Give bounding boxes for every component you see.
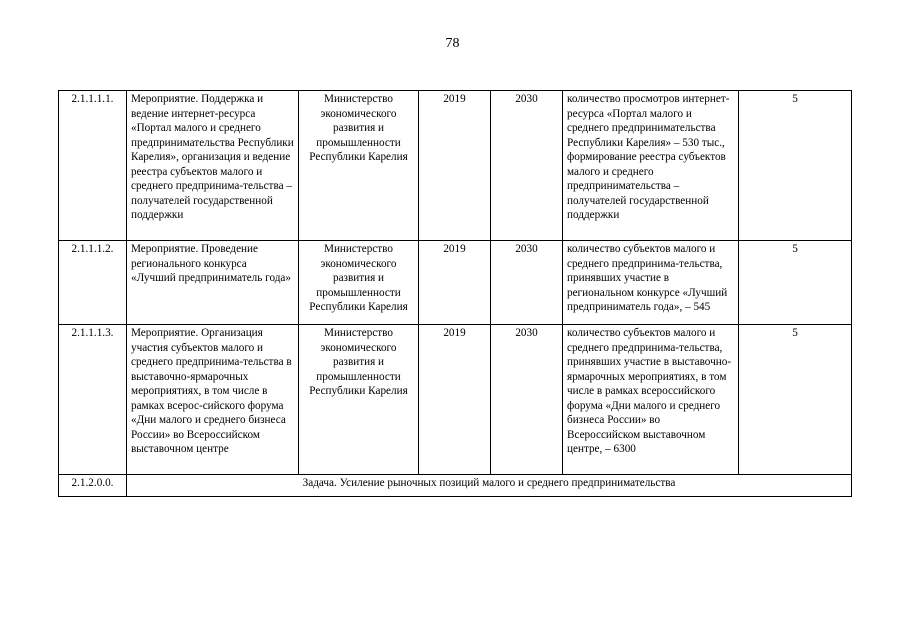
task-title: Задача. Усиление рыночных позиций малого и среднего предпринимательства — [127, 475, 852, 497]
responsible-executor: Министерство экономического развития и промышленности Республики Карелия — [299, 241, 419, 325]
program-activities-table — [58, 90, 852, 497]
end-year: 2030 — [491, 91, 563, 241]
target-link: 5 — [739, 241, 852, 325]
activity-description: Мероприятие. Поддержка и ведение интернет-ресурса «Портал малого и среднего предпринимательства Республики Карелия», организация и ведение реестра субъектов малого и среднего предпринима-тельства – получателей государственной поддержки — [127, 91, 299, 241]
row-code: 2.1.1.1.2. — [59, 241, 127, 325]
table-row — [59, 241, 852, 325]
page-number: 78 — [445, 36, 460, 51]
start-year: 2019 — [419, 91, 491, 241]
start-year: 2019 — [419, 325, 491, 475]
start-year: 2019 — [419, 241, 491, 325]
row-code: 2.1.1.1.3. — [59, 325, 127, 475]
task-code: 2.1.2.0.0. — [59, 475, 127, 497]
indicator-description: количество просмотров интернет-ресурса «Портал малого и среднего предпринимательства Республики Карелия» – 530 тыс., формирование реестра субъектов малого и среднего предпринимательства – получателей государственной поддержки — [563, 91, 739, 241]
table-row — [59, 91, 852, 241]
target-link: 5 — [739, 91, 852, 241]
indicator-description: количество субъектов малого и среднего предпринима-тельства, принявших участие в региональном конкурсе «Лучший предприниматель года», – 545 — [563, 241, 739, 325]
responsible-executor: Министерство экономического развития и промышленности Республики Карелия — [299, 91, 419, 241]
activity-description: Мероприятие. Организация участия субъектов малого и среднего предпринима-тельства в выставочно-ярмарочных мероприятиях, в том числе в рамках всерос-сийского форума «Дни малого и среднего бизнеса России» во Всероссийском выставочном центре — [127, 325, 299, 475]
activity-description: Мероприятие. Проведение регионального конкурса «Лучший предприниматель года» — [127, 241, 299, 325]
indicator-description: количество субъектов малого и среднего предпринима-тельства, принявших участие в выставочно-ярмарочных мероприятиях, в том числе в рамках всероссийского форума «Дни малого и среднего бизнеса России» во Всероссийском выставочном центре, – 6300 — [563, 325, 739, 475]
table-row — [59, 325, 852, 475]
row-code: 2.1.1.1.1. — [59, 91, 127, 241]
end-year: 2030 — [491, 241, 563, 325]
end-year: 2030 — [491, 325, 563, 475]
responsible-executor: Министерство экономического развития и промышленности Республики Карелия — [299, 325, 419, 475]
target-link: 5 — [739, 325, 852, 475]
task-row — [59, 475, 852, 497]
